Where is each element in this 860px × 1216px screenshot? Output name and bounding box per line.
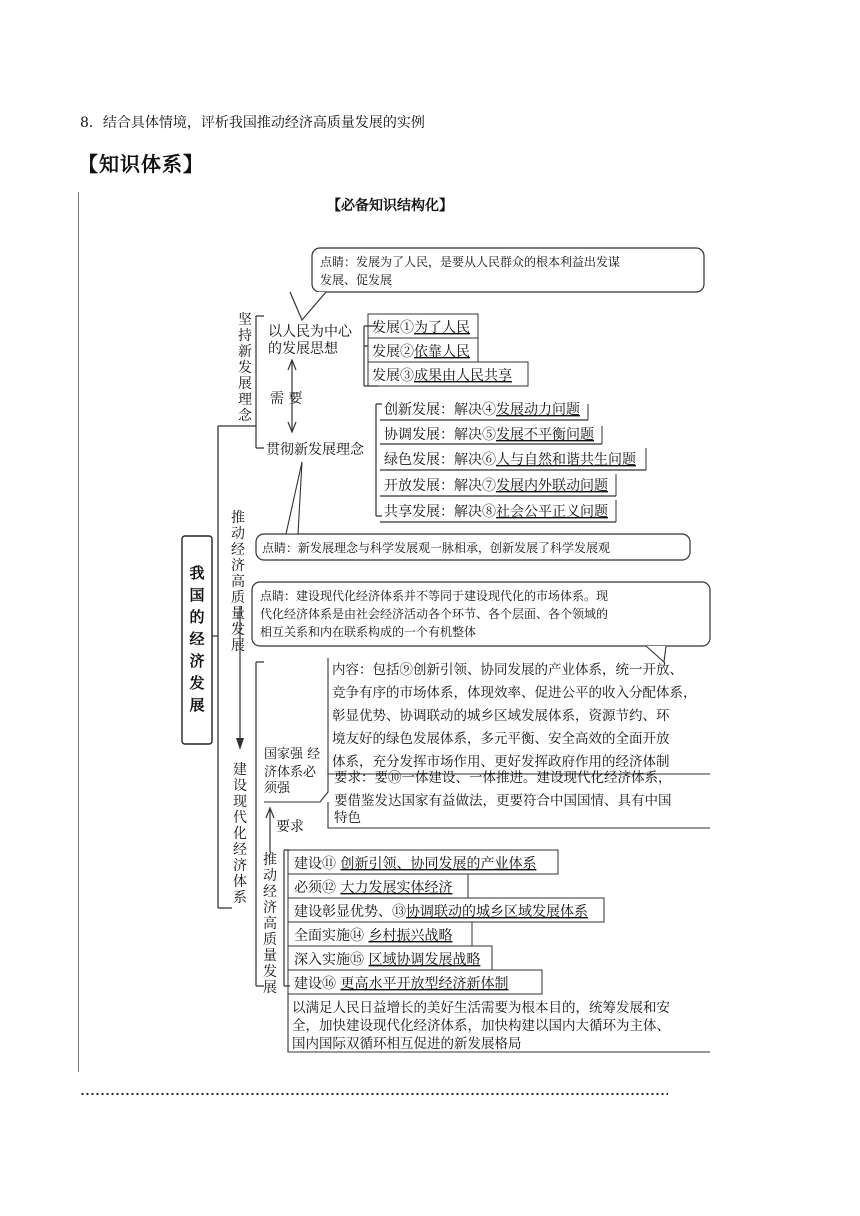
content-line-1: 内容：包括⑨创新引领、协同发展的产业体系，统一开放、 (332, 662, 683, 678)
concept-items (380, 401, 646, 522)
diagram-header: 【必备知识结构化】 (327, 198, 453, 214)
sub-b2-label: 推动经济高质量发展 (263, 852, 277, 996)
strong-label-1: 国家强 经 (264, 747, 321, 762)
concept-item-3: 绿色发展：解决⑥人与自然和谐共生问题 (384, 452, 636, 468)
section-title: 【知识体系】 (78, 152, 204, 176)
note-3-line2: 代化经济体系是由社会经济活动各个环节、各个层面、各个领域的 (260, 607, 609, 621)
dotted-divider (80, 1092, 668, 1096)
final-line-1: 以满足人民日益增长的美好生活需要为根本目的，统筹发展和安 (292, 1000, 670, 1016)
hq-item-5: 深入实施⑮ 区域协调发展战略 (294, 952, 481, 968)
concept-item-1: 创新发展：解决④发展动力问题 (384, 402, 580, 418)
branch-b-label: 建设现代化经济体系 (233, 762, 247, 906)
note-1-line2: 发展、促发展 (320, 273, 393, 287)
require-label: 要求 (276, 819, 304, 835)
knowledge-structure-diagram (80, 186, 720, 1070)
note-3-line3: 相互关系和内在联系构成的一个有机整体 (260, 625, 477, 639)
concept-item-5: 共享发展：解决⑧社会公平正义问题 (384, 504, 608, 520)
require-line-2: 要借鉴发达国家有益做法，更要符合中国国情、具有中国 (334, 793, 672, 809)
node-new-concept: 贯彻新发展理念 (266, 442, 364, 458)
note-1-line1: 点睛：发展为了人民，是要从人民群众的根本利益出发谋 (320, 255, 621, 269)
sub-a1-label: 坚持新发展理念 (238, 312, 252, 424)
note-3-line1: 点睛：建设现代化经济体系并不等同于建设现代化的市场体系。现 (260, 589, 609, 603)
question-8: 8．结合具体情境，评析我国推动经济高质量发展的实例 (80, 115, 425, 131)
content-line-2: 竞争有序的市场体系，体现效率、促进公平的收入分配体系， (332, 685, 697, 701)
content-line-3: 彰显优势、协调联动的城乡区域发展体系，资源节约、环 (332, 708, 670, 724)
hq-item-2: 必须⑫ 大力发展实体经济 (294, 880, 453, 896)
concept-item-4: 开放发展：解决⑦发展内外联动问题 (384, 478, 608, 494)
final-line-3: 国内国际双循环相互促进的新发展格局 (292, 1036, 522, 1052)
hq-items (288, 850, 604, 994)
people-item-2: 发展②依靠人民 (372, 344, 470, 360)
node-people-line2: 的发展思想 (268, 341, 338, 357)
require-line-1: 要求：要⑩一体建设、一体推进。建设现代化经济体系， (334, 770, 672, 786)
root-label: 我国的经济发展 (189, 564, 205, 714)
hq-item-1: 建设⑪ 创新引领、协同发展的产业体系 (294, 856, 537, 872)
note-2-text: 点睛：新发展理念与科学发展观一脉相承，创新发展了科学发展观 (262, 541, 611, 555)
left-rule (78, 192, 79, 1072)
content-line-4: 境友好的绿色发展体系，多元平衡、安全高效的全面开放 (332, 731, 670, 747)
hq-item-6: 建设⑯ 更高水平开放型经济新体制 (294, 976, 509, 992)
need-label: 需 要 (270, 391, 303, 407)
people-item-3: 发展③成果由人民共享 (372, 368, 512, 384)
branch-a-label: 推动经济高质量发展 (231, 510, 245, 654)
strong-label-3: 须强 (264, 781, 291, 796)
hq-item-3: 建设彰显优势、⑬协调联动的城乡区域发展体系 (294, 904, 588, 920)
content-line-5: 体系，充分发挥市场作用、更好发挥政府作用的经济体制 (332, 754, 670, 770)
hq-item-4: 全面实施⑭ 乡村振兴战略 (294, 928, 453, 944)
people-items (368, 314, 528, 386)
require-line-3: 特色 (334, 810, 361, 826)
node-people-line1: 以人民为中心 (268, 324, 352, 340)
people-item-1: 发展①为了人民 (372, 320, 470, 336)
final-line-2: 全，加快建设现代化经济体系，加快构建以国内大循环为主体、 (292, 1018, 670, 1034)
strong-label-2: 济体系必 (264, 765, 317, 780)
concept-item-2: 协调发展：解决⑤发展不平衡问题 (384, 427, 594, 443)
